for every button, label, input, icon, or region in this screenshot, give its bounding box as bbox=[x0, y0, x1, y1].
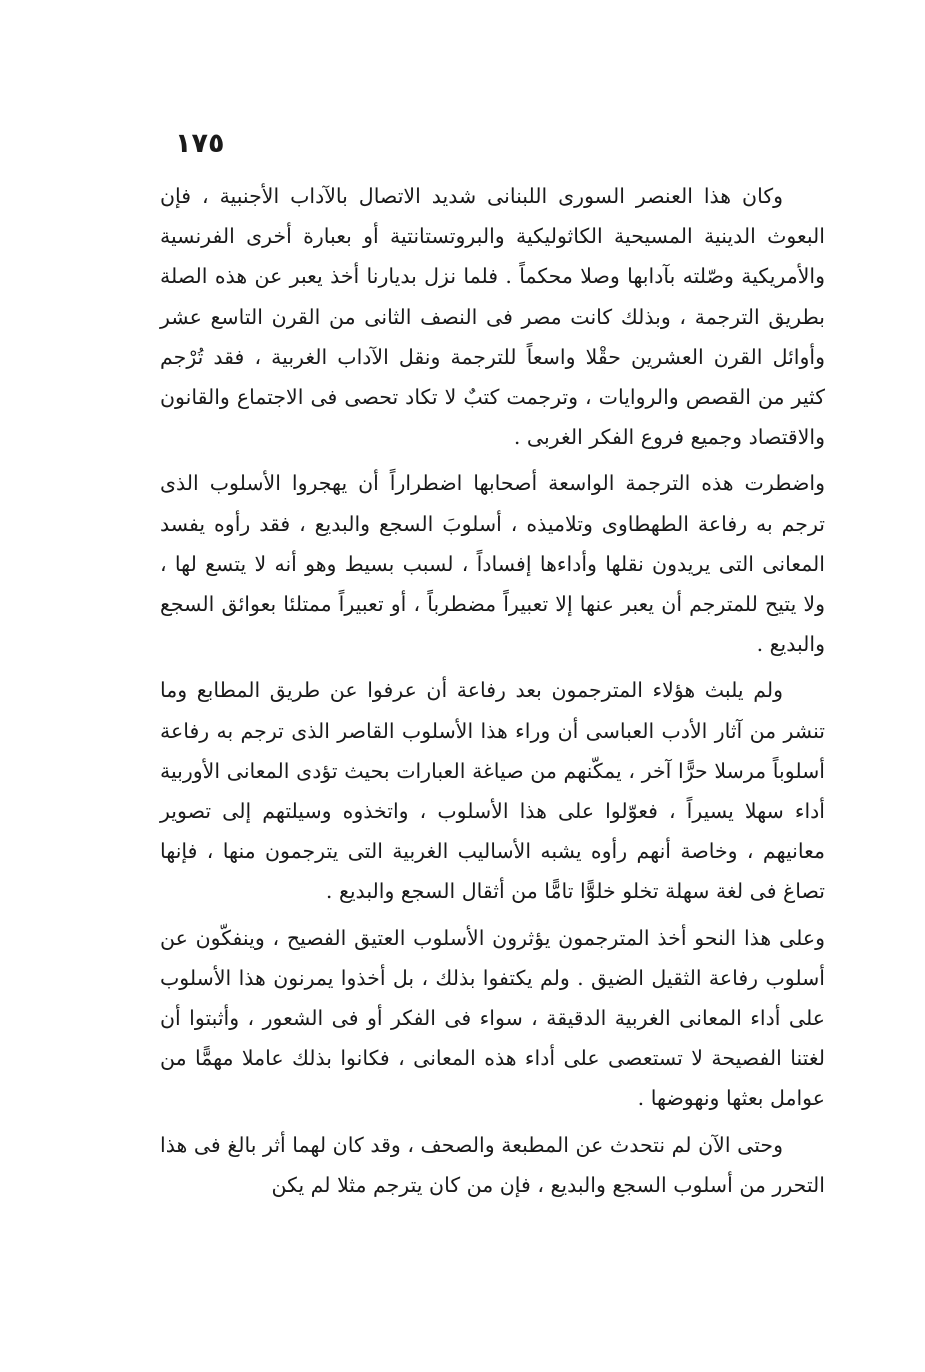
body-text bbox=[160, 176, 825, 1205]
paragraph-2: واضطرت هذه الترجمة الواسعة أصحابها اضطراراً أن يهجروا الأسلوب الذى ترجم به رفاعة الطهطاوى وتلاميذه ، أسلوبَ السجع والبديع ، فقد رأوه يفسد المعانى التى يريدون نقلها وأداءها إفساداً ، لسبب بسيط وهو أنه لا يتسع لها ، ولا يتيح للمترجم أن يعبر عنها إلا تعبيراً مضطرباً ، أو تعبيراً ممتلئا بعوائق السجع والبديع . bbox=[160, 471, 825, 657]
paragraph-5: وحتى الآن لم نتحدث عن المطبعة والصحف ، وقد كان لهما أثر بالغ فى هذا التحرر من أسلوب السجع والبديع ، فإن من كان يترجم مثلا لم يكن bbox=[160, 1132, 825, 1197]
paragraph-3: ولم يلبث هؤلاء المترجمون بعد رفاعة أن عرفوا عن طريق المطابع وما تنشر من آثار الأدب العباسى أن وراء هذا الأسلوب القاصر الذى ترجم به رفاعة أسلوباً مرسلا حرًّا آخر ، يمكّنهم من صياغة العبارات بحيث تؤدى المعانى الأوربية أداء سهلا يسيراً ، فعوّلوا على هذا الأسلوب ، واتخذوه وسيلتهم إلى تصوير معانيهم ، وخاصة أنهم رأوه يشبه الأساليب الغربية التى يترجمون منها ، فإنها تصاغ فى لغة سهلة تخلو خلوًّا تامًّا من أثقال السجع والبديع . bbox=[160, 678, 825, 904]
paragraph-4: وعلى هذا النحو أخذ المترجمون يؤثرون الأسلوب العتيق الفصيح ، وينفكّون عن أسلوب رفاعة الثقيل الضيق . ولم يكتفوا بذلك ، بل أخذوا يمرنون هذا الأسلوب على أداء المعانى الغربية الدقيقة ، سواء فى الفكر أو فى الشعور ، وأثبتوا أن لغتنا الفصيحة لا تستعصى على أداء هذه المعانى ، فكانوا بذلك عاملا مهمًّا من عوامل بعثها ونهوضها . bbox=[160, 925, 825, 1111]
paragraph-1: وكان هذا العنصر السورى اللبنانى شديد الاتصال بالآداب الأجنبية ، فإن البعوث الدينية المسيحية الكاثوليكية والبروتستانتية أو بعبارة أخرى الفرنسية والأمريكية وصّلته بآدابها وصلا محكماً . فلما نزل بديارنا أخذ يعبر عن هذه الصلة بطريق الترجمة ، وبذلك كانت مصر فى النصف الثانى من القرن التاسع عشر وأوائل القرن العشرين حقْلا واسعاً للترجمة ونقل الآداب الغربية ، فقد تُرْجم كثير من القصص والروايات ، وترجمت كتبٌ لا تكاد تحصى فى الاجتماع والقانون والاقتصاد وجميع فروع الفكر الغربى . bbox=[160, 184, 825, 450]
page-number: ١٧٥ bbox=[175, 128, 225, 159]
